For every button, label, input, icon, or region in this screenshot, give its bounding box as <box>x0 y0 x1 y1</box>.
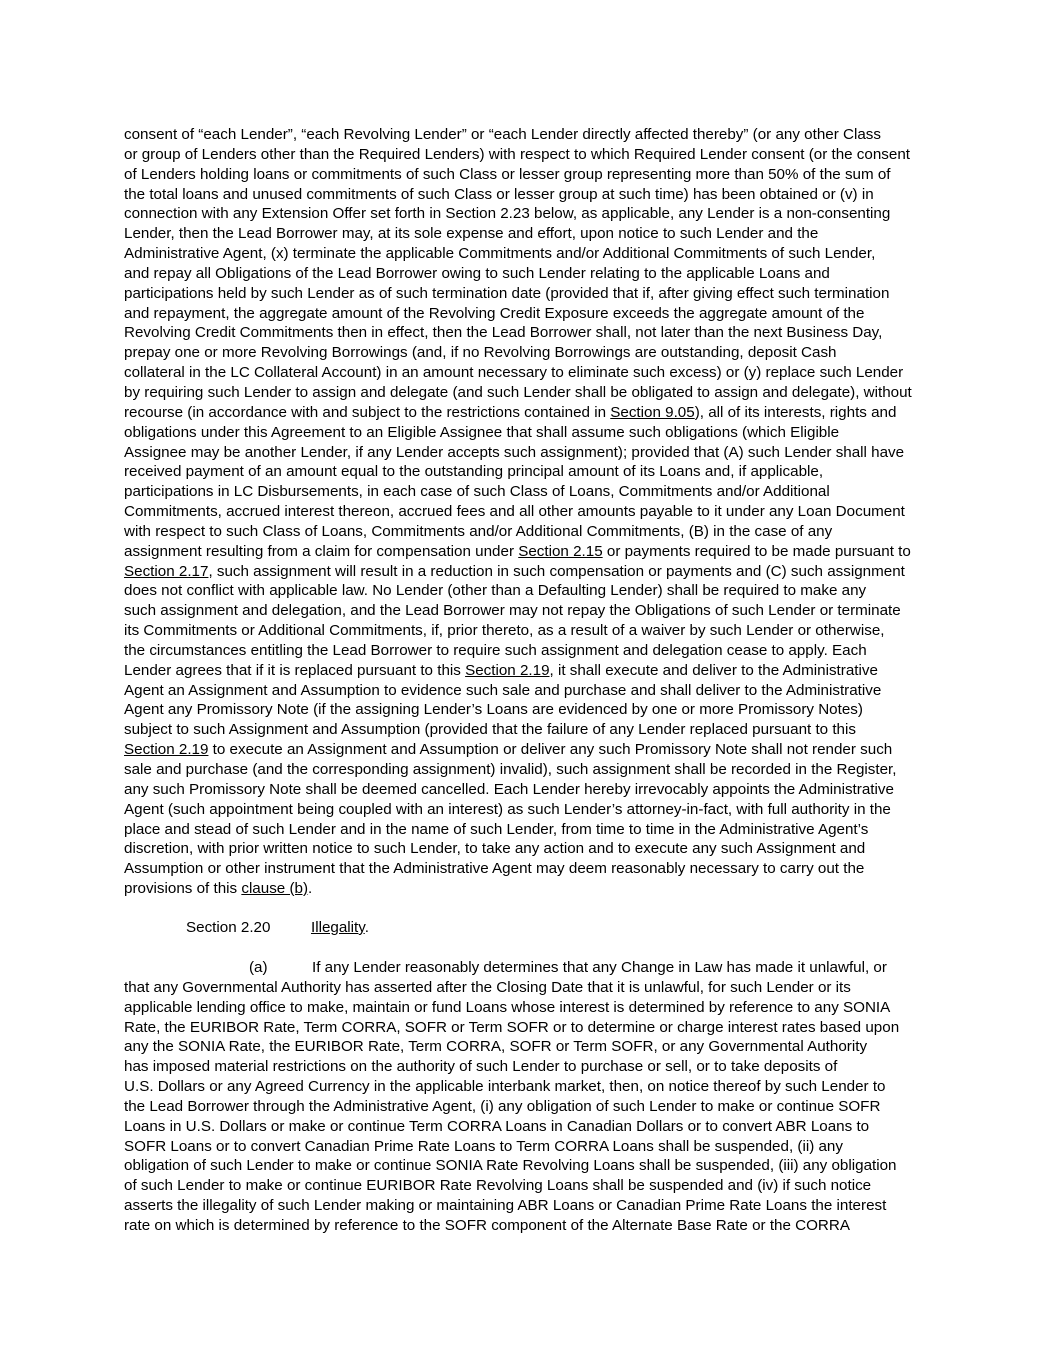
text-line <box>124 978 932 998</box>
section-number: Section 2.20 <box>186 919 271 936</box>
text-line <box>124 1196 932 1216</box>
text-line <box>124 502 932 522</box>
text-segment: the total loans and unused commitments of such Class or lesser group at such time) has been obtained or (v) in <box>124 185 874 203</box>
text-segment: assignment resulting from a claim for compensation under <box>124 542 519 560</box>
text-line <box>124 423 932 443</box>
text-line <box>124 720 932 740</box>
text-line <box>124 323 932 343</box>
text-segment: obligations under this Agreement to an Eligible Assignee that shall assume such obligations (which Eligible <box>124 423 840 441</box>
text-line <box>124 145 932 165</box>
text-segment: Lender, then the Lead Borrower may, at its sole expense and effort, upon notice to such Lender and the <box>124 225 819 243</box>
cross-reference-link[interactable]: clause (b) <box>241 880 309 898</box>
text-segment: that any Governmental Authority has asserted after the Closing Date that it is unlawful, for such Lender or its <box>124 978 851 996</box>
text-segment: , such assignment will result in a reduction in such compensation or payments and (C) such assignment <box>208 562 905 580</box>
text-line <box>124 185 932 205</box>
text-segment: collateral in the LC Collateral Account) in an amount necessary to eliminate such excess) or (y) replace such Lender <box>124 364 904 382</box>
text-segment: Revolving Credit Commitments then in effect, then the Lead Borrower shall, not later than the next Business Day, <box>124 324 883 342</box>
text-line <box>124 740 932 760</box>
text-line <box>124 641 932 661</box>
text-line <box>124 601 932 621</box>
text-segment: or group of Lenders other than the Required Lenders) with respect to which Required Lender consent (or the consent <box>124 145 911 163</box>
text-segment: any the SONIA Rate, the EURIBOR Rate, Term CORRA, SOFR or Term SOFR, or any Governmental Authority <box>124 1038 868 1056</box>
text-line <box>124 1037 932 1057</box>
text-line <box>124 224 932 244</box>
text-segment: Assignee may be another Lender, if any Lender accepts such assignment); provided that (A) such Lender shall have <box>124 443 905 461</box>
clause-label: (a) <box>249 959 268 976</box>
text-segment: If any Lender reasonably determines that any Change in Law has made it unlawful, or <box>312 959 887 976</box>
text-line <box>124 780 932 800</box>
text-segment: to execute an Assignment and Assumption or deliver any such Promissory Note shall not render such <box>208 741 893 759</box>
text-segment: of such Lender to make or continue EURIBOR Rate Revolving Loans shall be suspended and (iv) if such notice <box>124 1177 872 1195</box>
text-segment: the Lead Borrower through the Administrative Agent, (i) any obligation of such Lender to make or continue SOFR <box>124 1097 881 1115</box>
text-line <box>124 1176 932 1196</box>
text-line <box>124 859 932 879</box>
text-segment: sale and purchase (and the corresponding assignment) invalid), such assignment shall be recorded in the Register, <box>124 761 897 778</box>
text-segment: subject to such Assignment and Assumption (provided that the failure of any Lender replaced pursuant to this <box>124 721 856 739</box>
text-line <box>124 542 932 562</box>
text-segment: Rate, the EURIBOR Rate, Term CORRA, SOFR or Term SOFR or to determine or charge interest rates based upon <box>124 1018 900 1036</box>
text-segment: of Lenders holding loans or commitments of such Class or lesser group representing more than 50% of the sum of <box>124 165 891 183</box>
text-segment: with respect to such Class of Loans, Commitments and/or Additional Commitments, (B) in the case of any <box>124 522 833 540</box>
text-segment: Agent (such appointment being coupled with an interest) as such Lender’s attorney-in-fact, with full authority in the <box>124 800 891 818</box>
text-line <box>124 125 932 145</box>
text-line <box>124 244 932 264</box>
text-line <box>124 1097 932 1117</box>
text-line <box>124 820 932 840</box>
text-segment: SOFR Loans or to convert Canadian Prime Rate Loans to Term CORRA Loans shall be suspended, (ii) any <box>124 1137 843 1155</box>
text-segment: recourse (in accordance with and subject to the restrictions contained in <box>124 403 611 421</box>
section-title-wrapper <box>311 918 369 938</box>
text-line <box>124 1077 932 1097</box>
text-line <box>124 800 932 820</box>
text-segment: received payment of an amount equal to the outstanding principal amount of its Loans and, if applicable, <box>124 463 824 481</box>
text-line <box>124 621 932 641</box>
text-line <box>124 1057 932 1077</box>
text-line <box>124 1117 932 1137</box>
text-segment: asserts the illegality of such Lender making or maintaining ABR Loans or Canadian Prime Rate Loans the interest <box>124 1197 887 1215</box>
text-segment: and repayment, the aggregate amount of the Revolving Credit Exposure exceeds the aggregate amount of the <box>124 304 865 322</box>
text-line <box>124 1018 932 1038</box>
text-segment: U.S. Dollars or any Agreed Currency in the applicable interbank market, then, on notice thereof by such Lender to <box>124 1078 886 1096</box>
paragraph-b-continuation <box>124 125 932 899</box>
text-line <box>124 403 932 423</box>
text-segment: such assignment and delegation, and the Lead Borrower may not repay the Obligations of such Lender or terminate <box>124 602 901 620</box>
text-line <box>124 284 932 304</box>
text-line <box>124 879 932 899</box>
text-segment: participations held by such Lender as of such termination date (provided that if, after giving effect such termination <box>124 284 890 302</box>
text-segment: does not conflict with applicable law. No Lender (other than a Defaulting Lender) shall be required to make any <box>124 582 867 600</box>
section-title: Illegality <box>311 919 365 936</box>
text-line <box>124 1137 932 1157</box>
text-line <box>124 839 932 859</box>
text-segment: applicable lending office to make, maintain or fund Loans whose interest is determined by reference to any SONIA <box>124 998 891 1016</box>
text-line <box>124 562 932 582</box>
text-line <box>124 581 932 601</box>
text-segment: Assumption or other instrument that the Administrative Agent may deem reasonably necessary to carry out the <box>124 860 865 878</box>
text-segment: Agent any Promissory Note (if the assigning Lender’s Loans are evidenced by one or more Promissory Notes) <box>124 701 863 719</box>
cross-reference-link[interactable]: Section 9.05 <box>610 403 695 421</box>
text-line <box>124 165 932 185</box>
text-line <box>124 760 932 780</box>
text-segment: rate on which is determined by reference to the SOFR component of the Alternate Base Rate or the CORRA <box>124 1216 850 1234</box>
text-segment: prepay one or more Revolving Borrowings (and, if no Revolving Borrowings are outstanding, deposit Cash <box>124 344 837 362</box>
text-line <box>124 998 932 1018</box>
text-segment: Commitments, accrued interest thereon, accrued fees and all other amounts payable to it under any Loan Document <box>124 503 905 521</box>
text-segment: or payments required to be made pursuant to <box>602 542 911 560</box>
cross-reference-link[interactable]: Section 2.19 <box>465 661 550 679</box>
text-segment: Agent an Assignment and Assumption to evidence such sale and purchase and shall deliver to the Administrative <box>124 681 882 699</box>
text-segment: Lender agrees that if it is replaced pursuant to this <box>124 661 466 679</box>
text-segment: has imposed material restrictions on the authority of such Lender to purchase or sell, or to take deposits of <box>124 1058 838 1076</box>
text-segment: ), all of its interests, rights and <box>694 403 897 421</box>
text-line <box>124 462 932 482</box>
text-segment: provisions of this <box>124 880 242 898</box>
text-line <box>124 383 932 403</box>
text-segment: and repay all Obligations of the Lead Borrower owing to such Lender relating to the applicable Loans and <box>124 264 830 282</box>
cross-reference-link[interactable]: Section 2.17 <box>124 562 209 580</box>
text-segment: by requiring such Lender to assign and delegate (and such Lender shall be obligated to assign and delegate), without <box>124 383 912 401</box>
text-line <box>124 700 932 720</box>
section-heading <box>186 918 369 938</box>
text-line <box>124 482 932 502</box>
text-line <box>124 661 932 681</box>
text-line <box>124 264 932 284</box>
text-line <box>124 958 932 978</box>
text-line <box>124 443 932 463</box>
text-segment: its Commitments or Additional Commitments, if, prior thereto, as a result of a waiver by such Lender or otherwise, <box>124 622 885 640</box>
text-segment: Loans in U.S. Dollars or make or continue Term CORRA Loans in Canadian Dollars or to convert ABR Loans to <box>124 1117 870 1135</box>
text-segment: discretion, with prior written notice to such Lender, to take any action and to execute any such Assignment and <box>124 840 866 858</box>
cross-reference-link[interactable]: Section 2.19 <box>124 741 209 759</box>
text-segment: obligation of such Lender to make or continue SONIA Rate Revolving Loans shall be suspended, (iii) any obligation <box>124 1157 897 1175</box>
text-segment: participations in LC Disbursements, in each case of such Class of Loans, Commitments and/or Additional <box>124 483 830 501</box>
text-segment: consent of “each Lender”, “each Revolving Lender” or “each Lender directly affected thereby” (or any other Class <box>124 126 881 143</box>
text-segment: , it shall execute and deliver to the Administrative <box>549 661 878 679</box>
text-line <box>124 343 932 363</box>
text-segment: the circumstances entitling the Lead Borrower to require such assignment and delegation cease to apply. Each <box>124 641 867 659</box>
text-segment: . <box>308 880 313 898</box>
text-line <box>124 681 932 701</box>
text-segment: place and stead of such Lender and in the name of such Lender, from time to time in the Administrative Agent’s <box>124 820 869 838</box>
text-line <box>124 1216 932 1236</box>
section-title-period: . <box>364 919 369 936</box>
text-line <box>124 522 932 542</box>
text-line <box>124 204 932 224</box>
text-segment: Administrative Agent, (x) terminate the applicable Commitments and/or Additional Commitments of such Lender, <box>124 245 876 263</box>
text-segment: any such Promissory Note shall be deemed cancelled. Each Lender hereby irrevocably appoints the Administrative <box>124 780 894 798</box>
paragraph-a <box>124 958 932 1236</box>
text-line <box>124 304 932 324</box>
text-segment: connection with any Extension Offer set forth in Section 2.23 below, as applicable, any Lender is a non-consenting <box>124 205 891 223</box>
text-line <box>124 363 932 383</box>
text-line <box>124 1156 932 1176</box>
cross-reference-link[interactable]: Section 2.15 <box>518 542 603 560</box>
